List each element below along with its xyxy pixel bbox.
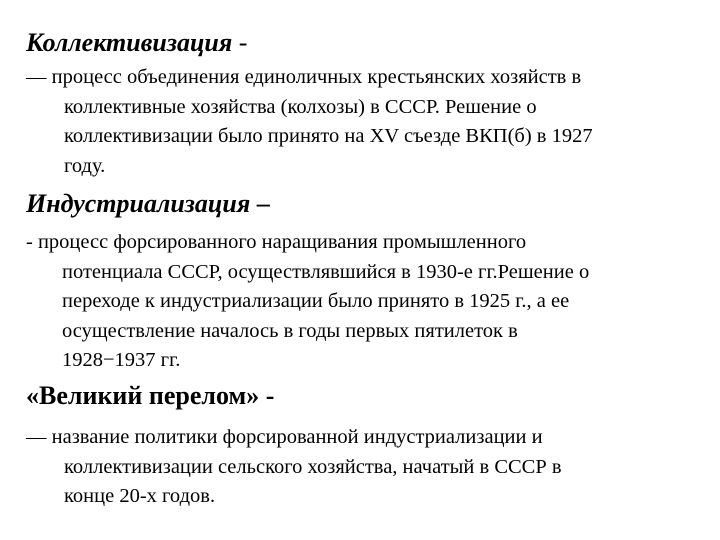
- definition-line: осуществление началось в годы первых пятилеток в: [62, 319, 518, 342]
- definition-line: коллективные хозяйства (колхозы) в СССР. Решение о: [64, 95, 537, 118]
- term-heading-collectivization: [26, 28, 247, 58]
- definition-great-turning-point: [26, 423, 701, 512]
- definition-line: — название политики форсированной индустриализации и: [26, 426, 543, 448]
- definition-line: - процесс форсированного наращивания промышленного: [26, 231, 527, 253]
- term-text: Коллективизация: [26, 28, 233, 57]
- definition-line: — процесс объединения единоличных крестьянских хозяйств в: [26, 66, 582, 88]
- term-text: Индустриализация: [26, 189, 251, 218]
- term-heading-great-turning-point: [26, 381, 274, 411]
- definition-line: 1928−1937 гг.: [62, 349, 181, 371]
- term-heading-industrialization: [26, 189, 270, 219]
- definition-industrialization: [26, 228, 701, 376]
- definition-line: потенциала СССР, осуществлявшийся в 1930-е гг.Решение о: [62, 260, 590, 283]
- term-suffix: –: [250, 189, 270, 218]
- term-suffix: -: [232, 28, 248, 57]
- definition-line: году.: [64, 154, 106, 177]
- definition-line: коллективизации было принято на XV съезде ВКП(б) в 1927: [64, 125, 593, 147]
- term-suffix: -: [259, 381, 275, 410]
- definition-line: коллективизации сельского хозяйства, начатый в СССР в: [64, 455, 562, 478]
- definition-collectivization: [26, 63, 701, 181]
- definition-line: конце 20-х годов.: [64, 485, 216, 507]
- term-text: «Великий перелом»: [26, 381, 260, 410]
- definition-line: переходе к индустриализации было принято в 1925 г., а ее: [62, 290, 570, 312]
